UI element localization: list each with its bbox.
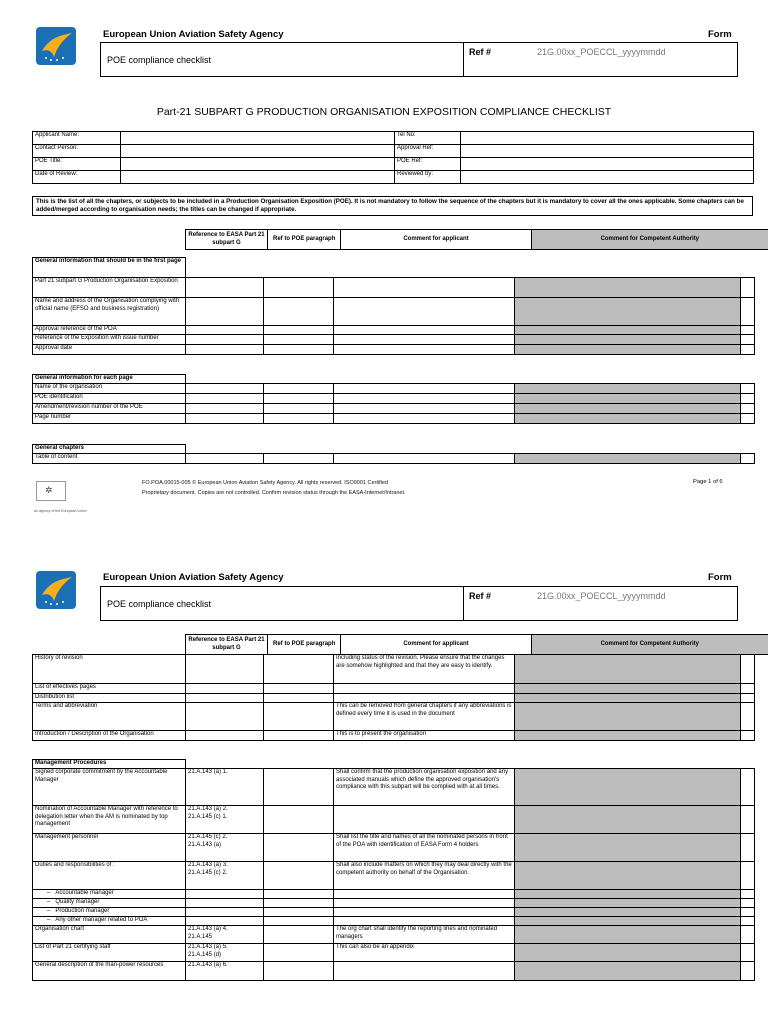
table-row: Duties and responsibilities of : xyxy=(33,862,186,890)
duty-row: – Production manager xyxy=(33,908,186,917)
document-title: Part-21 SUBPART G PRODUCTION ORGANISATION EXPOSITION COMPLIANCE CHECKLIST xyxy=(156,106,612,118)
col-comment-authority: Comment for Competent Authority xyxy=(531,230,768,250)
col-ref-poe: Ref to POE paragraph xyxy=(267,635,341,655)
approval-ref-label: Approval Ref: xyxy=(395,145,461,158)
checklist-subject: POE compliance checklist xyxy=(107,55,212,65)
footer-line-1: FO.POA.00015-005 © European Union Aviation Safety Agency. All rights reserved. ISO9001 Certified xyxy=(142,480,388,486)
intro-text: This is the list of all the chapters, or subjects to be included in a Production Organisation Exposition (POE). It is not mandatory to follow the sequence of the chapters but it is mandatory to cover all the ones applicable. Some chapters can be added/merged according to organisation needs; the titles can be changed if appropriate. xyxy=(32,196,753,216)
checklist-subject: POE compliance checklist xyxy=(107,599,212,609)
table-row: Amendment/revision number of the POE xyxy=(33,404,186,414)
agency-name: European Union Aviation Safety Agency xyxy=(103,572,284,583)
col-ref-easa: Reference to EASA Part 21 subpart G xyxy=(186,230,268,250)
table-row: Nomination of Accountable Manager with reference to delegation letter when the AM is nominated by top management xyxy=(33,806,186,834)
col-comment-applicant: Comment for applicant xyxy=(341,635,531,655)
table-row: Page number xyxy=(33,414,186,424)
table-row: Distribution list xyxy=(33,694,186,703)
col-ref-poe: Ref to POE paragraph xyxy=(267,230,341,250)
table-row: List of effectives pages xyxy=(33,684,186,694)
column-headings-p2 xyxy=(185,634,768,655)
ref-label: Ref # xyxy=(469,47,492,57)
duty-row: – Quality manager xyxy=(33,899,186,908)
table-row: List of Part 21 certifying staff xyxy=(33,944,186,962)
table-row: Reference of the Exposition with issue number xyxy=(33,335,186,345)
agency-name: European Union Aviation Safety Agency xyxy=(103,29,284,40)
form-label: Form xyxy=(708,572,732,583)
table-row: Part 21 subpart G Production Organisation Exposition xyxy=(33,278,186,298)
section-title: Management Procedures xyxy=(33,760,186,769)
reviewed-by-label: Reviewed by: xyxy=(395,171,461,184)
table-row: History of revision xyxy=(33,655,186,684)
eu-agency-text: An agency of the European Union xyxy=(34,509,87,513)
table-row: Approval reference of the POA xyxy=(33,326,186,335)
table-row: Approval date xyxy=(33,345,186,355)
section-title: General information for each page xyxy=(33,375,186,384)
poe-title-label: POE Title: xyxy=(33,158,121,171)
applicant-name-label: Applicant Name: xyxy=(33,132,121,145)
col-comment-applicant: Comment for applicant xyxy=(341,230,531,250)
section-title: General information that should be in the first page xyxy=(33,258,186,278)
contact-person-label: Contact Person: xyxy=(33,145,121,158)
table-row: POE identification xyxy=(33,394,186,404)
table-row: General description of the man-power resources xyxy=(33,962,186,981)
table-row: Introduction / Description of the Organisation xyxy=(33,731,186,741)
table-row: Signed corporate commitment by the Accountable Manager xyxy=(33,769,186,806)
table-row: Management personnel xyxy=(33,834,186,862)
ref-value: 21G.00xx_POECCL_yyyymmdd xyxy=(537,591,666,601)
table-row: Table of content xyxy=(33,454,186,464)
page-number: Page 1 of 6 xyxy=(693,479,723,485)
table-row: Terms and abbreviation xyxy=(33,703,186,731)
footer-line-2: Proprietary document. Copies are not controlled. Confirm revision status through the EASA-Internet/Intranet. xyxy=(142,490,406,496)
section-general-rows: History of revision Including status of the revision. Please ensure that the changes are somehow highlighted and that they are easy to identify. List of effectives pages Distribution list Terms and abbreviation This can be removed from general chapters if any abbreviations is defined every time it is used in the document Introduction / Description of the Organisation This is to present the organisation xyxy=(32,654,755,741)
col-comment-authority: Comment for Competent Authority xyxy=(531,635,768,655)
tel-no-label: Tel No: xyxy=(395,132,461,145)
section-title: General chapters xyxy=(33,445,186,454)
table-row: Name and address of the Organisation complying with official name (EFSO and business registration) xyxy=(33,298,186,326)
ref-label: Ref # xyxy=(469,591,492,601)
ref-value: 21G.00xx_POECCL_yyyymmdd xyxy=(537,47,666,57)
easa-logo xyxy=(36,571,76,609)
date-of-review-label: Date of Review: xyxy=(33,171,121,184)
col-ref-easa: Reference to EASA Part 21 subpart G xyxy=(186,635,268,655)
table-row: Organisation chart xyxy=(33,926,186,944)
eu-flag-logo: ✲ xyxy=(36,481,66,501)
poe-ref-label: POE Ref: xyxy=(395,158,461,171)
table-row: Name of the organisation xyxy=(33,384,186,394)
duty-row: – Any other manager related to POA xyxy=(33,917,186,926)
header-box xyxy=(100,586,738,621)
section-management-procedures: Management Procedures Signed corporate commitment by the Accountable Manager 21.A.143 (a) 1. Shall confirm that the production organisation exposition and any associated manuals which define the approved organisation's compliance with this subpart will be complied with at all times. Nomination of Accountable Manager with reference to delegation letter when the AM is nominated by top management 21.A.143 (a) 2. 21.A.145 (c) 1. Management personnel 21.A.145 (c) 2. 21.A.143 (a) Shall list the title and names of all the nominated persons in front of the POA with identification of EASA Form 4 holders Duties and responsibilities of : 21.A.143 (a) 3. 21.A.145 (c) 2. Shall also include matters on which they may deal directly with the competent authority on behalf of the Organisation. – Accountable manager – Quality manager – Production manager – Any other manager related to POA Organisation chart 21.A.143 (a) 4. 21.A.145 The org chart shall identify the reporting lines and nominated managers List of Part 21 certifying staff 21.A.143 (a) 5. 21.A.145 (d) This can also be an appendix General description of the man-power resources 21.A.143 (a) 6. xyxy=(32,759,755,981)
form-label: Form xyxy=(708,29,732,40)
duty-row: – Accountable manager xyxy=(33,890,186,899)
